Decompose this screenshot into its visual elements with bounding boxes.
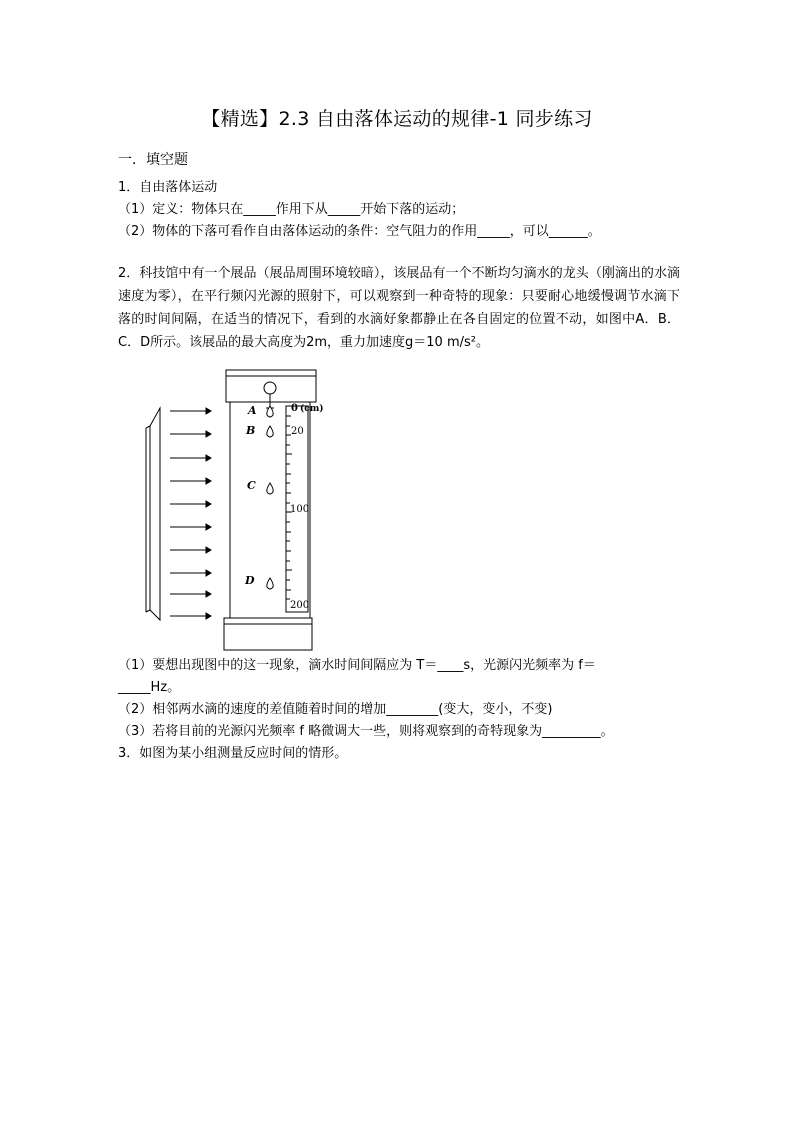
light-source-panel	[150, 408, 160, 620]
question-2-text: 2．科技馆中有一个展品（展品周围环境较暗），该展品有一个不断均匀滴水的龙头（刚滴出的水滴速度为零），在平行频闪光源的照射下，可以观察到一种奇特的现象：只要耐心地缓慢调节水滴下落的时间间隔，在适当的情况下，看到的水滴好象都静止在各自固定的位置不动，如图中A．B．C．D所示。该展品的最大高度为2m，重力加速度g＝10 m/s²。	[118, 266, 680, 350]
question-2-sub-2: （2）相邻两水滴的速度的差值随着时间的增加________(变大，变小，不变)	[118, 702, 553, 717]
question-2-sub-3: （3）若将目前的光源闪光频率 f 略微调大一些，则将观察到的奇特现象为_________。	[118, 724, 614, 739]
drop-C	[267, 483, 273, 494]
scale-label-0: 0	[291, 403, 298, 414]
drop-label-C: C	[247, 479, 256, 492]
question-2-sub-1b: _____Hz。	[118, 680, 181, 695]
question-1-item-2: （2）物体的下落可看作自由落体运动的条件：空气阻力的作用_____，可以______。	[118, 224, 601, 239]
light-rays	[170, 408, 211, 619]
water-drops	[267, 406, 273, 589]
drop-label-B: B	[246, 424, 256, 437]
drop-D	[267, 578, 273, 589]
base	[224, 618, 312, 650]
question-1-item-1: （1）定义：物体只在_____作用下从_____开始下落的运动；	[118, 202, 465, 217]
scale-label-100: 100	[290, 504, 310, 515]
drop-B	[267, 426, 273, 437]
section-heading: 一．填空题	[118, 152, 188, 168]
drip-apparatus-figure	[140, 366, 340, 656]
question-3-text: 3．如图为某小组测量反应时间的情形。	[118, 746, 348, 761]
scale-unit: (cm)	[300, 404, 324, 414]
faucet-icon	[264, 382, 276, 394]
question-2-sub-1a: （1）要想出现图中的这一现象，滴水时间间隔应为 T＝____s，光源闪光频率为 f＝	[118, 658, 596, 673]
drop-label-A: A	[248, 404, 257, 417]
scale-label-200: 200	[290, 600, 310, 611]
drop-label-D: D	[245, 574, 255, 587]
question-1-heading: 1．自由落体运动	[118, 180, 218, 195]
scale-label-20: 20	[291, 426, 304, 437]
page-title: 【精选】2.3 自由落体运动的规律-1 同步练习	[201, 108, 593, 130]
